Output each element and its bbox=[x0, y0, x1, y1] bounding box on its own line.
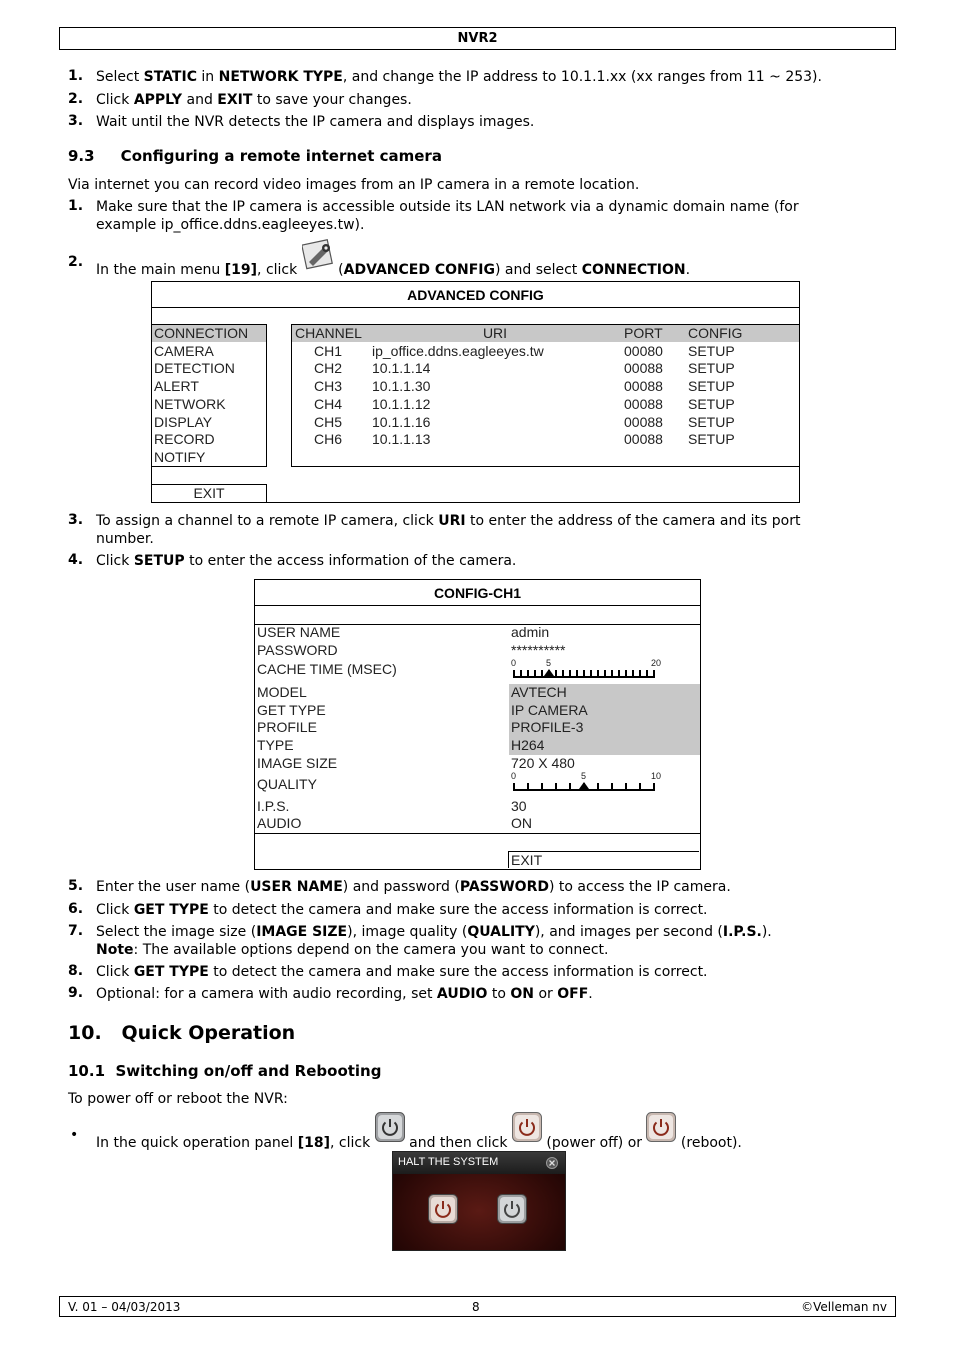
footer-copyright: ©Velleman nv bbox=[801, 1300, 887, 1314]
step-segment: ) and select bbox=[495, 262, 582, 278]
section-9-3-heading bbox=[68, 147, 442, 165]
slider-tick-label: 5 bbox=[546, 658, 552, 668]
power-off-icon[interactable] bbox=[512, 1112, 542, 1142]
table-header bbox=[292, 325, 799, 342]
step-segment: GET TYPE bbox=[133, 902, 209, 918]
bullet-segment: and then click bbox=[404, 1135, 512, 1151]
column-header-uri: URI bbox=[482, 325, 508, 341]
step-text bbox=[96, 512, 864, 548]
table-row bbox=[292, 378, 799, 395]
field-label: PROFILE bbox=[257, 719, 317, 735]
field-label: GET TYPE bbox=[257, 702, 326, 718]
bullet-text bbox=[96, 1110, 894, 1150]
step-line: number. bbox=[96, 531, 154, 547]
section-title: 10.1 Switching on/off and Rebooting bbox=[68, 1062, 382, 1080]
step-segment: I.P.S. bbox=[722, 924, 762, 940]
panel-title: ADVANCED CONFIG bbox=[407, 287, 544, 303]
step-segment: ) to access the IP camera. bbox=[548, 879, 731, 895]
slider-track bbox=[513, 676, 655, 678]
step-segment: URI bbox=[438, 513, 466, 529]
field-label: PASSWORD bbox=[257, 642, 338, 658]
step-segment: IMAGE SIZE bbox=[256, 924, 348, 940]
bullet-segment: In the quick operation panel bbox=[96, 1135, 298, 1151]
field-value[interactable]: 30 bbox=[511, 798, 527, 814]
menu-item-notify[interactable]: NOTIFY bbox=[154, 448, 206, 465]
step-segment: , and change the IP address to 10.1.1.xx (xx ranges from 11 ~ 253). bbox=[342, 69, 822, 85]
step-segment: EXIT bbox=[217, 92, 253, 108]
menu-item-detection[interactable]: DETECTION bbox=[154, 360, 235, 377]
step-line: example ip_office.ddns.eagleeyes.tw). bbox=[96, 217, 365, 233]
field-label: TYPE bbox=[257, 737, 294, 753]
bullet-segment: (reboot). bbox=[676, 1135, 742, 1151]
page-footer bbox=[59, 1296, 896, 1317]
step-segment: ). bbox=[761, 924, 772, 940]
table-row bbox=[292, 431, 799, 448]
table-row bbox=[292, 396, 799, 413]
page-header bbox=[59, 27, 896, 50]
step-segment: to enter the address of the camera and its port bbox=[465, 513, 801, 529]
config-ch1-panel bbox=[254, 579, 701, 870]
table-cell: 00080 bbox=[624, 342, 663, 359]
field-label: QUALITY bbox=[257, 776, 317, 792]
setup-link[interactable]: SETUP bbox=[688, 413, 735, 430]
step-number: 9. bbox=[68, 985, 84, 1001]
step-segment: and bbox=[182, 92, 218, 108]
field-value[interactable]: PROFILE-3 bbox=[511, 719, 584, 735]
step-text bbox=[96, 941, 864, 959]
header-title: NVR2 bbox=[457, 31, 498, 46]
slider-tick-label: 20 bbox=[651, 658, 662, 668]
slider-thumb[interactable] bbox=[579, 782, 589, 789]
uri-field[interactable]: 10.1.1.16 bbox=[372, 413, 431, 430]
step-segment: Select the image size ( bbox=[96, 924, 257, 940]
bullet-icon: • bbox=[70, 1127, 79, 1143]
section-9-3-intro: Via internet you can record video images from an IP camera in a remote location. bbox=[68, 177, 640, 193]
step-number: 3. bbox=[68, 512, 84, 528]
step-number: 6. bbox=[68, 901, 84, 917]
step-line: Make sure that the IP camera is accessible outside its LAN network via a dynamic domain name (for bbox=[96, 199, 799, 215]
close-icon[interactable] bbox=[546, 1157, 558, 1173]
step-segment: Enter the user name ( bbox=[96, 879, 251, 895]
uri-field[interactable]: ip_office.ddns.eagleeyes.tw bbox=[372, 342, 544, 359]
footer-version: V. 01 – 04/03/2013 bbox=[68, 1300, 181, 1314]
step-segment: OFF bbox=[557, 986, 589, 1002]
step-segment: to enter the access information of the camera. bbox=[184, 553, 517, 569]
reboot-icon[interactable] bbox=[646, 1112, 676, 1142]
table-cell: CH3 bbox=[314, 378, 343, 395]
page-number: 8 bbox=[472, 1300, 480, 1314]
step-number: 7. bbox=[68, 923, 84, 939]
uri-field[interactable]: 10.1.1.30 bbox=[372, 378, 431, 395]
power-off-button[interactable] bbox=[428, 1194, 458, 1228]
table-cell: CH1 bbox=[314, 342, 343, 359]
slider-tick-label: 0 bbox=[511, 658, 517, 668]
step-text bbox=[96, 552, 864, 570]
advanced-config-panel bbox=[151, 281, 800, 503]
table-row bbox=[292, 360, 799, 377]
step-text bbox=[96, 963, 864, 981]
step-segment: Wait until the NVR detects the IP camera and displays images. bbox=[96, 114, 535, 130]
step-segment: to save your changes. bbox=[252, 92, 412, 108]
step-segment: in bbox=[196, 69, 219, 85]
section-10-1-intro: To power off or reboot the NVR: bbox=[68, 1091, 288, 1107]
exit-button[interactable]: EXIT bbox=[152, 484, 267, 503]
step-segment: In the main menu bbox=[96, 262, 225, 278]
step-segment: or bbox=[534, 986, 558, 1002]
column-header-config: CONFIG bbox=[688, 325, 743, 341]
field-value[interactable]: IP CAMERA bbox=[511, 702, 588, 718]
step-text bbox=[96, 198, 864, 234]
field-value[interactable]: ON bbox=[511, 815, 532, 831]
slider-thumb[interactable] bbox=[544, 669, 554, 676]
field-label: AUDIO bbox=[257, 815, 302, 831]
exit-button[interactable]: EXIT bbox=[508, 851, 699, 868]
step-text bbox=[96, 901, 864, 919]
menu-item-record[interactable]: RECORD bbox=[154, 431, 215, 448]
table-cell: 00088 bbox=[624, 413, 663, 430]
menu-item-camera[interactable]: CAMERA bbox=[154, 342, 214, 359]
step-segment: to detect the camera and make sure the access information is correct. bbox=[208, 902, 708, 918]
section-title: 9.3 Configuring a remote internet camera bbox=[68, 147, 442, 165]
bullet-segment: [18] bbox=[297, 1135, 331, 1151]
setup-link[interactable]: SETUP bbox=[688, 431, 735, 448]
slider-tick-label: 5 bbox=[581, 771, 587, 781]
step-number: 1. bbox=[68, 198, 84, 214]
step-text bbox=[96, 68, 864, 86]
step-text bbox=[96, 113, 864, 131]
step-segment: : The available options depend on the camera you want to connect. bbox=[133, 942, 609, 958]
table-cell: CH5 bbox=[314, 413, 343, 430]
step-segment: STATIC bbox=[143, 69, 197, 85]
uri-field[interactable]: 10.1.1.13 bbox=[372, 431, 431, 448]
table-cell: 00088 bbox=[624, 378, 663, 395]
step-text bbox=[96, 923, 864, 941]
step-segment: . bbox=[685, 262, 691, 278]
step-segment: [19] bbox=[224, 262, 258, 278]
dialog-title: HALT THE SYSTEM bbox=[398, 1156, 499, 1168]
uri-field[interactable]: 10.1.1.14 bbox=[372, 360, 431, 377]
step-segment: Click bbox=[96, 553, 134, 569]
step-segment: GET TYPE bbox=[133, 964, 209, 980]
step-text bbox=[96, 91, 864, 109]
step-segment: To assign a channel to a remote IP camera, click bbox=[96, 513, 439, 529]
step-segment: to bbox=[487, 986, 511, 1002]
step-segment: USER NAME bbox=[250, 879, 343, 895]
setup-link[interactable]: SETUP bbox=[688, 342, 735, 359]
menu-item-display[interactable]: DISPLAY bbox=[154, 413, 213, 430]
step-segment: AUDIO bbox=[436, 986, 488, 1002]
step-segment: Click bbox=[96, 902, 134, 918]
connection-table bbox=[291, 324, 799, 467]
step-segment: ) and password ( bbox=[342, 879, 460, 895]
advanced-config-icon[interactable] bbox=[302, 238, 334, 270]
step-segment: QUALITY bbox=[467, 924, 535, 940]
step-segment: ), and images per second ( bbox=[534, 924, 723, 940]
step-segment: ), image quality ( bbox=[347, 924, 468, 940]
divider bbox=[152, 307, 799, 308]
menu-item-network[interactable]: NETWORK bbox=[154, 395, 226, 412]
step-segment: . bbox=[588, 986, 593, 1002]
config-menu bbox=[152, 324, 267, 467]
step-text bbox=[96, 985, 864, 1003]
step-text bbox=[96, 236, 864, 278]
step-segment: ON bbox=[510, 986, 535, 1002]
halt-system-dialog bbox=[392, 1151, 566, 1251]
step-segment: Optional: for a camera with audio recording, set bbox=[96, 986, 437, 1002]
setup-link[interactable]: SETUP bbox=[688, 378, 735, 395]
step-segment: APPLY bbox=[133, 92, 183, 108]
step-segment: Click bbox=[96, 92, 134, 108]
table-row bbox=[292, 343, 799, 360]
field-label: I.P.S. bbox=[257, 798, 290, 814]
slider-track bbox=[513, 789, 655, 791]
step-segment: Select bbox=[96, 69, 144, 85]
column-header-channel: CHANNEL bbox=[295, 325, 362, 341]
step-text bbox=[96, 878, 864, 896]
power-panel-icon[interactable] bbox=[375, 1112, 405, 1142]
table-cell: 00088 bbox=[624, 431, 663, 448]
step-number: 2. bbox=[68, 91, 84, 107]
dialog-titlebar bbox=[393, 1152, 565, 1174]
slider-tick-label: 0 bbox=[511, 771, 517, 781]
reboot-button[interactable] bbox=[497, 1194, 527, 1228]
section-10-1-heading bbox=[68, 1062, 381, 1080]
slider-tick-label: 10 bbox=[651, 771, 662, 781]
table-cell: CH6 bbox=[314, 431, 343, 448]
step-number: 3. bbox=[68, 113, 84, 129]
step-segment: , click bbox=[257, 262, 302, 278]
field-label: IMAGE SIZE bbox=[257, 755, 338, 771]
field-label: USER NAME bbox=[257, 624, 341, 640]
field-value[interactable]: 720 X 480 bbox=[511, 755, 575, 771]
field-label: MODEL bbox=[257, 684, 307, 700]
step-number: 2. bbox=[68, 254, 84, 270]
step-number: 1. bbox=[68, 68, 84, 84]
step-number: 5. bbox=[68, 878, 84, 894]
step-segment: Click bbox=[96, 964, 134, 980]
field-value[interactable]: ********** bbox=[511, 642, 566, 658]
field-label: CACHE TIME (MSEC) bbox=[257, 661, 397, 677]
setup-link[interactable]: SETUP bbox=[688, 395, 735, 412]
table-cell: 00088 bbox=[624, 395, 663, 412]
table-row bbox=[292, 414, 799, 431]
step-segment: PASSWORD bbox=[459, 879, 549, 895]
field-value[interactable]: admin bbox=[511, 624, 550, 640]
setup-link[interactable]: SETUP bbox=[688, 360, 735, 377]
table-cell: CH4 bbox=[314, 395, 343, 412]
bullet-segment: (power off) or bbox=[541, 1135, 647, 1151]
table-cell: CH2 bbox=[314, 360, 343, 377]
field-value[interactable]: H264 bbox=[511, 737, 545, 753]
step-segment: CONNECTION bbox=[581, 262, 686, 278]
panel-title: CONFIG-CH1 bbox=[433, 585, 522, 601]
step-segment: ( bbox=[333, 262, 344, 278]
step-segment: ADVANCED CONFIG bbox=[343, 262, 495, 278]
menu-item-connection[interactable]: CONNECTION bbox=[152, 325, 266, 342]
step-segment: to detect the camera and make sure the access information is correct. bbox=[208, 964, 708, 980]
section-10-heading bbox=[68, 1022, 295, 1044]
step-segment: NETWORK TYPE bbox=[218, 69, 343, 85]
column-header-port: PORT bbox=[624, 325, 663, 341]
menu-item-alert[interactable]: ALERT bbox=[154, 378, 199, 395]
bullet-segment: , click bbox=[330, 1135, 375, 1151]
field-value[interactable]: AVTECH bbox=[511, 684, 567, 700]
step-segment: SETUP bbox=[133, 553, 185, 569]
table-cell: 00088 bbox=[624, 360, 663, 377]
step-number: 8. bbox=[68, 963, 84, 979]
divider bbox=[255, 605, 700, 606]
divider bbox=[255, 833, 700, 834]
step-segment: Note bbox=[96, 942, 134, 958]
step-number: 4. bbox=[68, 552, 84, 568]
section-title: 10. Quick Operation bbox=[68, 1022, 296, 1044]
uri-field[interactable]: 10.1.1.12 bbox=[372, 395, 431, 412]
